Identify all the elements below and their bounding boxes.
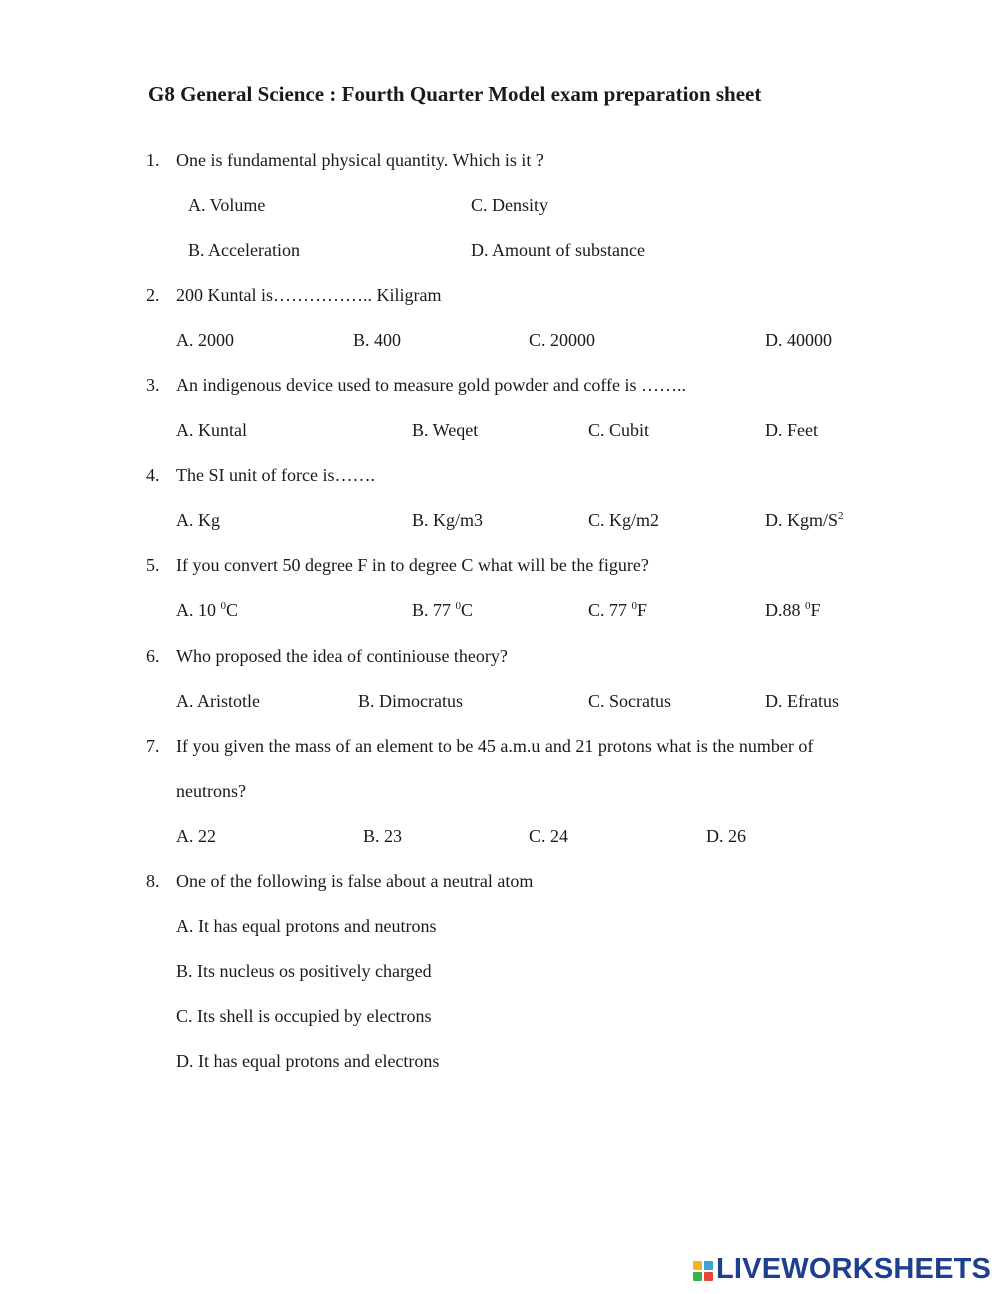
question-4-option-d-label: D. Kgm/S [765, 510, 839, 530]
superscript: 0 [631, 600, 638, 612]
question-6-option-b: B. Dimocratus [358, 691, 463, 711]
question-5-option-a [176, 599, 238, 621]
question-7-text: If you given the mass of an element to be 45 a.m.u and 21 protons what is the number of [176, 736, 814, 756]
question-2-option-b: B. 400 [353, 330, 402, 350]
question-7-option-b: B. 23 [363, 826, 403, 846]
logo-square-yellow [693, 1261, 702, 1270]
option-unit: F [810, 600, 821, 620]
question-7-option-c: C. 24 [529, 826, 569, 846]
question-4-text: The SI unit of force is……. [176, 465, 375, 485]
option-prefix: D.88 [765, 600, 805, 620]
question-7-text-continued: neutrons? [176, 781, 246, 801]
option-prefix: A. 10 [176, 600, 221, 620]
option-unit: F [637, 600, 648, 620]
question-3-text: An indigenous device used to measure gold powder and coffe is …….. [176, 375, 687, 395]
question-7-option-d: D. 26 [706, 826, 746, 846]
liveworksheets-logo [693, 1254, 991, 1284]
question-4-option-b: B. Kg/m3 [412, 510, 484, 530]
question-1-option-d: D. Amount of substance [471, 240, 645, 260]
option-unit: C [461, 600, 474, 620]
question-8-number: 8. [146, 871, 160, 891]
question-3-option-c: C. Cubit [588, 420, 650, 440]
question-4-option-d [765, 509, 844, 531]
question-2-option-a: A. 2000 [176, 330, 234, 350]
question-6-option-a: A. Aristotle [176, 691, 260, 711]
logo-square-blue [704, 1261, 713, 1270]
question-2-option-d: D. 40000 [765, 330, 832, 350]
question-5-number: 5. [146, 555, 160, 575]
question-2-number: 2. [146, 285, 160, 305]
question-7-option-a: A. 22 [176, 826, 216, 846]
question-1-option-b: B. Acceleration [188, 240, 300, 260]
logo-text: LIVEWORKSHEETS [716, 1253, 992, 1285]
question-4-option-c: C. Kg/m2 [588, 510, 660, 530]
question-8-option-d: D. It has equal protons and electrons [176, 1051, 440, 1071]
question-4-option-a: A. Kg [176, 510, 220, 530]
question-7-number: 7. [146, 736, 160, 756]
logo-square-red [704, 1272, 713, 1281]
question-6-option-c: C. Socratus [588, 691, 671, 711]
superscript: 0 [220, 600, 226, 612]
question-8-option-a: A. It has equal protons and neutrons [176, 916, 437, 936]
question-5-option-d [765, 599, 821, 621]
question-8-option-c: C. Its shell is occupied by electrons [176, 1006, 432, 1026]
question-2-text: 200 Kuntal is…………….. Kiligram [176, 285, 442, 305]
question-1-option-c: C. Density [471, 195, 549, 215]
option-unit: C [226, 600, 239, 620]
question-8-text: One of the following is false about a neutral atom [176, 871, 534, 891]
question-5-option-c [588, 599, 647, 621]
superscript: 0 [805, 600, 811, 612]
question-6-option-d: D. Efratus [765, 691, 839, 711]
option-prefix: B. 77 [412, 600, 456, 620]
question-3-option-b: B. Weqet [412, 420, 479, 440]
superscript: 0 [455, 600, 462, 612]
question-1-text: One is fundamental physical quantity. Which is it ? [176, 150, 544, 170]
question-2-option-c: C. 20000 [529, 330, 596, 350]
question-1-option-a: A. Volume [188, 195, 266, 215]
question-6-text: Who proposed the idea of continiouse theory? [176, 646, 508, 666]
logo-square-green [693, 1272, 702, 1281]
question-3-number: 3. [146, 375, 160, 395]
question-3-option-d: D. Feet [765, 420, 818, 440]
question-5-text: If you convert 50 degree F in to degree C what will be the figure? [176, 555, 649, 575]
question-5-option-b [412, 599, 473, 621]
option-prefix: C. 77 [588, 600, 632, 620]
question-3-option-a: A. Kuntal [176, 420, 247, 440]
question-6-number: 6. [146, 646, 160, 666]
superscript: 2 [838, 510, 844, 522]
page-title: G8 General Science : Fourth Quarter Model exam preparation sheet [148, 82, 762, 106]
question-1-number: 1. [146, 150, 160, 170]
question-4-number: 4. [146, 465, 160, 485]
question-8-option-b: B. Its nucleus os positively charged [176, 961, 432, 981]
logo-mark-icon [693, 1261, 713, 1281]
